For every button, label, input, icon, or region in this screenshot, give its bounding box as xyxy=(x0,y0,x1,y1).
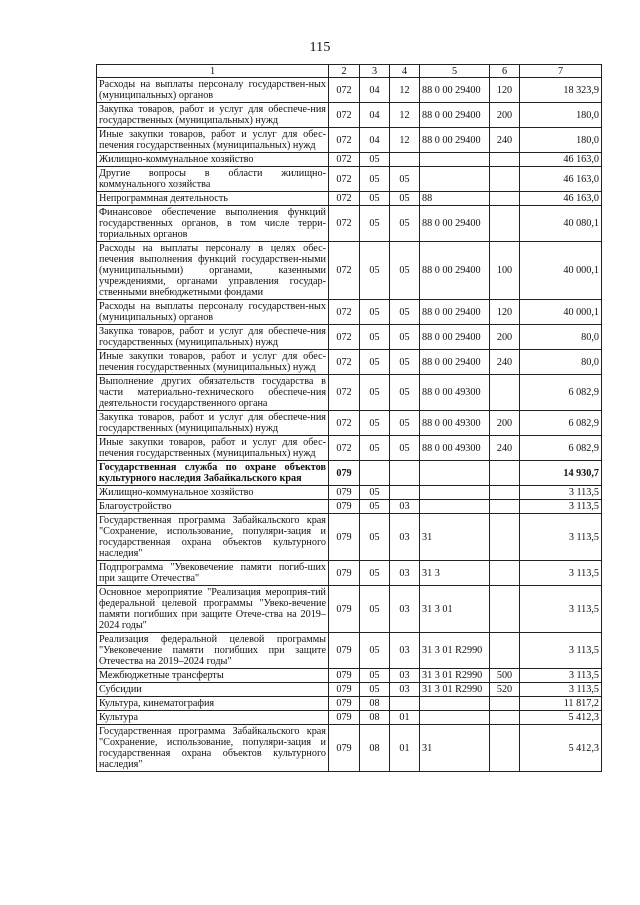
row-ved-code: 072 xyxy=(329,103,360,128)
row-expense-type-code: 200 xyxy=(490,411,520,436)
row-expense-type-code: 500 xyxy=(490,669,520,683)
row-expense-type-code xyxy=(490,486,520,500)
row-name: Расходы на выплаты персоналу государствен-ных (муниципальных) органов xyxy=(97,300,329,325)
row-expense-type-code: 120 xyxy=(490,78,520,103)
column-header: 1 xyxy=(97,65,329,78)
row-target-article-code: 31 3 01 R2990 xyxy=(420,669,490,683)
page-number: 115 xyxy=(309,40,331,55)
row-target-article-code xyxy=(420,500,490,514)
row-target-article-code xyxy=(420,153,490,167)
row-amount: 3 113,5 xyxy=(520,586,602,633)
row-amount: 6 082,9 xyxy=(520,436,602,461)
row-ved-code: 072 xyxy=(329,78,360,103)
row-expense-type-code xyxy=(490,153,520,167)
table-row xyxy=(97,128,602,153)
table-row xyxy=(97,697,602,711)
row-target-article-code: 88 0 00 29400 xyxy=(420,103,490,128)
row-subsection-code: 05 xyxy=(390,192,420,206)
table-row xyxy=(97,683,602,697)
row-target-article-code: 88 0 00 49300 xyxy=(420,411,490,436)
column-header: 3 xyxy=(360,65,390,78)
row-amount: 40 000,1 xyxy=(520,242,602,300)
row-name: Межбюджетные трансферты xyxy=(97,669,329,683)
row-ved-code: 079 xyxy=(329,683,360,697)
row-expense-type-code: 200 xyxy=(490,325,520,350)
table-row xyxy=(97,206,602,242)
row-subsection-code: 03 xyxy=(390,633,420,669)
row-subsection-code xyxy=(390,486,420,500)
row-amount: 46 163,0 xyxy=(520,153,602,167)
row-name: Другие вопросы в области жилищно-коммунального хозяйства xyxy=(97,167,329,192)
row-amount: 46 163,0 xyxy=(520,167,602,192)
row-target-article-code xyxy=(420,461,490,486)
row-amount: 3 113,5 xyxy=(520,669,602,683)
row-target-article-code xyxy=(420,486,490,500)
row-subsection-code: 03 xyxy=(390,586,420,633)
row-amount: 6 082,9 xyxy=(520,375,602,411)
row-amount: 46 163,0 xyxy=(520,192,602,206)
row-expense-type-code xyxy=(490,206,520,242)
row-section-code: 08 xyxy=(360,697,390,711)
row-ved-code: 079 xyxy=(329,711,360,725)
row-expense-type-code xyxy=(490,167,520,192)
row-target-article-code: 88 0 00 29400 xyxy=(420,128,490,153)
row-subsection-code: 05 xyxy=(390,206,420,242)
table-row xyxy=(97,633,602,669)
row-expense-type-code xyxy=(490,586,520,633)
row-ved-code: 079 xyxy=(329,561,360,586)
row-ved-code: 079 xyxy=(329,586,360,633)
row-target-article-code: 31 xyxy=(420,725,490,772)
row-ved-code: 079 xyxy=(329,461,360,486)
row-expense-type-code: 240 xyxy=(490,350,520,375)
row-target-article-code: 31 xyxy=(420,514,490,561)
row-section-code: 05 xyxy=(360,192,390,206)
row-name: Государственная служба по охране объектов культурного наследия Забайкальского края xyxy=(97,461,329,486)
table-row xyxy=(97,436,602,461)
row-section-code: 05 xyxy=(360,633,390,669)
row-target-article-code: 31 3 xyxy=(420,561,490,586)
row-ved-code: 072 xyxy=(329,128,360,153)
row-section-code xyxy=(360,461,390,486)
table-row xyxy=(97,669,602,683)
row-amount: 180,0 xyxy=(520,128,602,153)
table-row xyxy=(97,192,602,206)
row-subsection-code: 03 xyxy=(390,500,420,514)
table-row xyxy=(97,586,602,633)
row-subsection-code: 05 xyxy=(390,350,420,375)
row-target-article-code: 88 0 00 29400 xyxy=(420,325,490,350)
row-amount: 3 113,5 xyxy=(520,683,602,697)
row-target-article-code: 88 0 00 29400 xyxy=(420,350,490,375)
row-name: Финансовое обеспечение выполнения функций государственных органов, в том числе терри-ториальных органов xyxy=(97,206,329,242)
row-name: Выполнение других обязательств государства в части материально-технического обеспече-ния деятельности государственного органа xyxy=(97,375,329,411)
table-row xyxy=(97,561,602,586)
row-name: Расходы на выплаты персоналу в целях обес-печения выполнения функций государствен-ными (муниципальными) органами, казенными учреждениями, органами управления государ-ственными внебюджетными фондами xyxy=(97,242,329,300)
row-ved-code: 079 xyxy=(329,633,360,669)
row-subsection-code: 05 xyxy=(390,242,420,300)
row-section-code: 05 xyxy=(360,325,390,350)
row-subsection-code: 05 xyxy=(390,411,420,436)
table-row xyxy=(97,514,602,561)
row-expense-type-code: 100 xyxy=(490,242,520,300)
row-ved-code: 079 xyxy=(329,486,360,500)
row-section-code: 05 xyxy=(360,153,390,167)
row-target-article-code: 88 xyxy=(420,192,490,206)
row-ved-code: 072 xyxy=(329,300,360,325)
row-expense-type-code xyxy=(490,711,520,725)
row-name: Жилищно-коммунальное хозяйство xyxy=(97,486,329,500)
row-amount: 80,0 xyxy=(520,350,602,375)
row-section-code: 05 xyxy=(360,514,390,561)
row-amount: 6 082,9 xyxy=(520,411,602,436)
row-target-article-code: 88 0 00 29400 xyxy=(420,78,490,103)
row-subsection-code: 03 xyxy=(390,669,420,683)
row-expense-type-code xyxy=(490,633,520,669)
row-target-article-code xyxy=(420,711,490,725)
row-amount: 40 000,1 xyxy=(520,300,602,325)
row-target-article-code: 31 3 01 xyxy=(420,586,490,633)
table-row xyxy=(97,300,602,325)
row-subsection-code: 03 xyxy=(390,683,420,697)
row-expense-type-code xyxy=(490,697,520,711)
table-row xyxy=(97,486,602,500)
table-row xyxy=(97,411,602,436)
row-amount: 3 113,5 xyxy=(520,486,602,500)
row-expense-type-code xyxy=(490,725,520,772)
row-target-article-code xyxy=(420,167,490,192)
row-expense-type-code: 520 xyxy=(490,683,520,697)
table-row xyxy=(97,325,602,350)
row-amount: 5 412,3 xyxy=(520,711,602,725)
row-expense-type-code: 240 xyxy=(490,436,520,461)
table-row xyxy=(97,711,602,725)
row-section-code: 05 xyxy=(360,669,390,683)
row-section-code: 05 xyxy=(360,561,390,586)
row-ved-code: 072 xyxy=(329,375,360,411)
row-name: Иные закупки товаров, работ и услуг для обес-печения государственных (муниципальных) нужд xyxy=(97,128,329,153)
row-subsection-code: 12 xyxy=(390,128,420,153)
row-ved-code: 072 xyxy=(329,325,360,350)
row-subsection-code: 03 xyxy=(390,561,420,586)
row-ved-code: 072 xyxy=(329,206,360,242)
row-target-article-code: 88 0 00 29400 xyxy=(420,242,490,300)
row-expense-type-code xyxy=(490,561,520,586)
row-name: Непрограммная деятельность xyxy=(97,192,329,206)
row-subsection-code: 05 xyxy=(390,436,420,461)
row-subsection-code: 01 xyxy=(390,725,420,772)
row-ved-code: 079 xyxy=(329,725,360,772)
table-row xyxy=(97,242,602,300)
row-name: Государственная программа Забайкальского края "Сохранение, использование, популяри-зация и государственная охрана объектов культурного наследия" xyxy=(97,514,329,561)
table-row xyxy=(97,461,602,486)
row-ved-code: 072 xyxy=(329,192,360,206)
row-amount: 3 113,5 xyxy=(520,500,602,514)
row-name: Расходы на выплаты персоналу государствен-ных (муниципальных) органов xyxy=(97,78,329,103)
column-header: 5 xyxy=(420,65,490,78)
row-name: Субсидии xyxy=(97,683,329,697)
row-name: Культура xyxy=(97,711,329,725)
row-amount: 11 817,2 xyxy=(520,697,602,711)
row-section-code: 05 xyxy=(360,242,390,300)
row-subsection-code: 12 xyxy=(390,78,420,103)
row-subsection-code xyxy=(390,461,420,486)
row-target-article-code: 88 0 00 29400 xyxy=(420,206,490,242)
row-target-article-code: 31 3 01 R2990 xyxy=(420,633,490,669)
column-header: 6 xyxy=(490,65,520,78)
row-section-code: 05 xyxy=(360,350,390,375)
row-expense-type-code: 200 xyxy=(490,103,520,128)
row-name: Подпрограмма "Увековечение памяти погиб-ших при защите Отечества" xyxy=(97,561,329,586)
row-target-article-code: 88 0 00 49300 xyxy=(420,436,490,461)
row-ved-code: 072 xyxy=(329,350,360,375)
row-expense-type-code xyxy=(490,192,520,206)
column-header: 7 xyxy=(520,65,602,78)
row-ved-code: 079 xyxy=(329,697,360,711)
column-header: 2 xyxy=(329,65,360,78)
row-subsection-code: 01 xyxy=(390,711,420,725)
row-amount: 3 113,5 xyxy=(520,514,602,561)
row-ved-code: 079 xyxy=(329,514,360,561)
table-row xyxy=(97,103,602,128)
table-row xyxy=(97,725,602,772)
row-section-code: 05 xyxy=(360,411,390,436)
row-amount: 40 080,1 xyxy=(520,206,602,242)
row-name: Благоустройство xyxy=(97,500,329,514)
row-name: Основное мероприятие "Реализация мероприя-тий федеральной целевой программы "Увеко-вечение памяти погибших при защите Отече-ства на 2019–2024 годы" xyxy=(97,586,329,633)
row-name: Жилищно-коммунальное хозяйство xyxy=(97,153,329,167)
row-target-article-code: 88 0 00 49300 xyxy=(420,375,490,411)
row-section-code: 05 xyxy=(360,436,390,461)
row-amount: 3 113,5 xyxy=(520,633,602,669)
row-section-code: 05 xyxy=(360,486,390,500)
row-subsection-code: 03 xyxy=(390,514,420,561)
row-name: Государственная программа Забайкальского края "Сохранение, использование, популяри-зация и государственная охрана объектов культурного наследия" xyxy=(97,725,329,772)
row-amount: 3 113,5 xyxy=(520,561,602,586)
row-expense-type-code: 240 xyxy=(490,128,520,153)
row-section-code: 05 xyxy=(360,167,390,192)
row-section-code: 05 xyxy=(360,206,390,242)
table-row xyxy=(97,500,602,514)
row-amount: 18 323,9 xyxy=(520,78,602,103)
table-row xyxy=(97,78,602,103)
row-section-code: 04 xyxy=(360,128,390,153)
row-section-code: 05 xyxy=(360,586,390,633)
row-section-code: 04 xyxy=(360,78,390,103)
row-subsection-code: 05 xyxy=(390,325,420,350)
row-ved-code: 072 xyxy=(329,242,360,300)
header-row xyxy=(97,65,602,78)
row-expense-type-code xyxy=(490,500,520,514)
table-row xyxy=(97,350,602,375)
row-expense-type-code xyxy=(490,375,520,411)
row-ved-code: 072 xyxy=(329,411,360,436)
row-section-code: 05 xyxy=(360,375,390,411)
budget-table xyxy=(96,64,602,772)
row-amount: 5 412,3 xyxy=(520,725,602,772)
row-name: Закупка товаров, работ и услуг для обеспече-ния государственных (муниципальных) нужд xyxy=(97,103,329,128)
row-target-article-code: 31 3 01 R2990 xyxy=(420,683,490,697)
row-name: Иные закупки товаров, работ и услуг для обес-печения государственных (муниципальных) нужд xyxy=(97,436,329,461)
row-name: Реализация федеральной целевой программы "Увековечение памяти погибших при защите Отечества на 2019–2024 годы" xyxy=(97,633,329,669)
row-section-code: 08 xyxy=(360,711,390,725)
row-name: Культура, кинематография xyxy=(97,697,329,711)
row-subsection-code: 05 xyxy=(390,300,420,325)
row-ved-code: 072 xyxy=(329,153,360,167)
row-subsection-code xyxy=(390,697,420,711)
row-amount: 14 930,7 xyxy=(520,461,602,486)
row-target-article-code xyxy=(420,697,490,711)
row-subsection-code: 05 xyxy=(390,167,420,192)
column-header: 4 xyxy=(390,65,420,78)
row-target-article-code: 88 0 00 29400 xyxy=(420,300,490,325)
table-row xyxy=(97,167,602,192)
row-subsection-code: 05 xyxy=(390,375,420,411)
row-section-code: 05 xyxy=(360,500,390,514)
row-section-code: 04 xyxy=(360,103,390,128)
table-row xyxy=(97,375,602,411)
row-amount: 80,0 xyxy=(520,325,602,350)
row-ved-code: 072 xyxy=(329,167,360,192)
row-expense-type-code xyxy=(490,514,520,561)
row-name: Закупка товаров, работ и услуг для обеспече-ния государственных (муниципальных) нужд xyxy=(97,411,329,436)
row-section-code: 05 xyxy=(360,683,390,697)
row-amount: 180,0 xyxy=(520,103,602,128)
row-section-code: 08 xyxy=(360,725,390,772)
row-name: Закупка товаров, работ и услуг для обеспече-ния государственных (муниципальных) нужд xyxy=(97,325,329,350)
row-subsection-code xyxy=(390,153,420,167)
row-name: Иные закупки товаров, работ и услуг для обес-печения государственных (муниципальных) нужд xyxy=(97,350,329,375)
row-ved-code: 072 xyxy=(329,436,360,461)
row-expense-type-code: 120 xyxy=(490,300,520,325)
row-ved-code: 079 xyxy=(329,500,360,514)
row-subsection-code: 12 xyxy=(390,103,420,128)
row-expense-type-code xyxy=(490,461,520,486)
row-ved-code: 079 xyxy=(329,669,360,683)
table-row xyxy=(97,153,602,167)
row-section-code: 05 xyxy=(360,300,390,325)
